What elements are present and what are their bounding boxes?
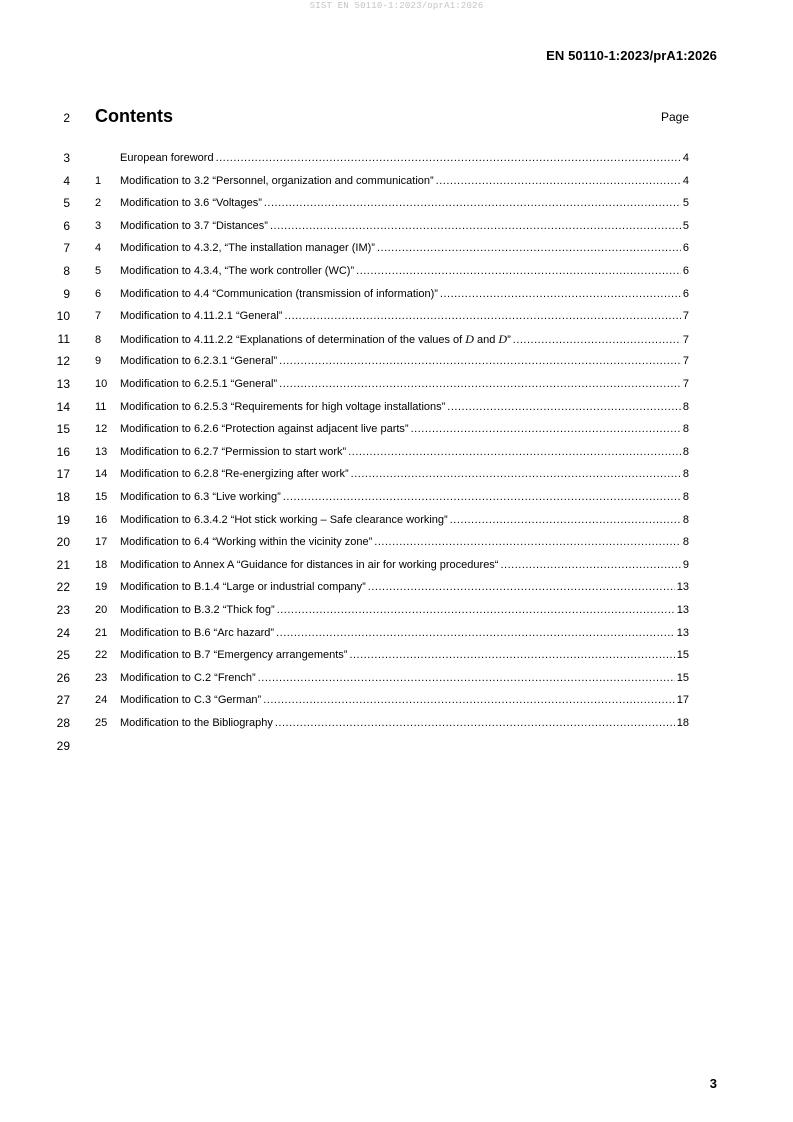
dot-leader — [263, 693, 675, 707]
line-number: 19 — [56, 512, 70, 527]
toc-entry-number: 5 — [95, 265, 102, 277]
line-number: 8 — [63, 264, 70, 278]
toc-title-text: Modification to 4.11.2.2 “Explanations of determination of the values of — [120, 333, 466, 346]
line-number: 3 — [63, 151, 70, 165]
toc-entry-number: 9 — [95, 355, 102, 368]
line-number: 27 — [56, 693, 70, 708]
toc-entry-page: 8 — [682, 468, 689, 481]
toc-entry-number: 7 — [95, 310, 102, 323]
toc-entry-title: Modification to C.3 “German” — [120, 694, 262, 707]
toc-entry[interactable] — [95, 287, 689, 301]
toc-entry[interactable] — [95, 400, 689, 414]
toc-entry-title — [120, 332, 511, 347]
toc-entry-title: Modification to 6.2.6 “Protection against adjacent live parts” — [120, 423, 409, 436]
line-number: 26 — [56, 670, 70, 685]
line-number: 16 — [56, 444, 70, 459]
line-number: 12 — [56, 354, 70, 369]
toc-entry[interactable] — [95, 626, 689, 640]
toc-entry-page: 7 — [682, 378, 689, 390]
toc-entry-number: 2 — [95, 197, 102, 210]
toc-entry-page: 4 — [682, 152, 689, 164]
toc-title-text: and — [473, 333, 499, 346]
toc-entry-title: Modification to 6.2.5.3 “Requirements for high voltage installations” — [120, 400, 446, 413]
toc-entry[interactable] — [95, 693, 689, 707]
toc-entry-page: 8 — [682, 513, 689, 526]
dot-leader — [374, 535, 681, 549]
toc-entry[interactable] — [95, 264, 689, 278]
toc-entry-page: 9 — [682, 558, 689, 571]
toc-entry-number: 11 — [95, 400, 107, 413]
toc-entry-title: Modification to 4.3.4, “The work controller (WC)” — [120, 265, 355, 277]
toc-entry-page: 7 — [682, 355, 689, 368]
toc-entry-title: Modification to 3.6 “Voltages” — [120, 197, 262, 210]
toc-entry-number: 8 — [95, 333, 102, 346]
toc-entry[interactable] — [95, 467, 689, 481]
dot-leader — [279, 354, 681, 368]
toc-entry-number: 16 — [95, 513, 108, 526]
toc-entry-page: 7 — [682, 310, 689, 323]
toc-entry-number: 24 — [95, 694, 108, 707]
line-number: 21 — [56, 557, 70, 572]
toc-entry-page: 8 — [682, 445, 689, 458]
toc-entry-page: 18 — [676, 717, 689, 729]
toc-entry[interactable] — [95, 196, 689, 210]
line-number: 4 — [63, 173, 70, 188]
toc-entry-title: Modification to 6.2.7 “Permission to start work” — [120, 445, 347, 458]
dot-leader — [264, 196, 681, 210]
line-number: 29 — [56, 738, 70, 753]
dot-leader — [216, 151, 681, 165]
dot-leader — [258, 671, 675, 685]
toc-entry-number: 18 — [95, 558, 108, 571]
line-number: 13 — [56, 377, 70, 391]
toc-entry-number: 12 — [95, 423, 108, 436]
toc-entry-number: 20 — [95, 604, 108, 616]
line-number: 23 — [56, 603, 70, 617]
document-id: EN 50110-1:2023/prA1:2026 — [546, 48, 717, 63]
toc-entry[interactable] — [95, 716, 689, 730]
line-number: 6 — [63, 218, 70, 233]
line-number: 15 — [56, 422, 70, 437]
toc-entry[interactable] — [95, 513, 689, 527]
toc-entry-number: 21 — [95, 626, 108, 639]
watermark-header: SIST EN 50110-1:2023/oprA1:2026 — [309, 1, 484, 11]
toc-entry-number: 1 — [95, 174, 102, 187]
toc-entry-title: Modification to 3.7 “Distances” — [120, 219, 268, 232]
line-number: 28 — [56, 716, 70, 730]
line-number: 20 — [56, 535, 70, 550]
toc-entry-number: 4 — [95, 242, 102, 255]
toc-entry-number: 25 — [95, 717, 108, 729]
dot-leader — [284, 309, 680, 323]
page-number: 3 — [709, 1076, 717, 1091]
toc-entry[interactable] — [95, 445, 689, 459]
line-number: 2 — [63, 111, 70, 125]
line-number: 11 — [57, 331, 70, 346]
line-number: 14 — [56, 399, 70, 414]
toc-entry-title: Modification to C.2 “French” — [120, 671, 256, 684]
dot-leader — [277, 603, 675, 617]
dot-leader — [349, 648, 674, 662]
toc-entry[interactable] — [95, 377, 689, 391]
dot-leader — [275, 716, 675, 730]
toc-entry-page: 17 — [676, 694, 689, 707]
toc-entry-number: 10 — [95, 378, 108, 390]
dot-leader — [440, 287, 681, 301]
toc-entry-page: 13 — [676, 581, 689, 594]
dot-leader — [279, 377, 681, 391]
dot-leader — [283, 490, 681, 504]
dot-leader — [450, 513, 681, 527]
toc-entry-number: 22 — [95, 649, 108, 662]
toc-entry-title: Modification to B.7 “Emergency arrangements” — [120, 649, 348, 662]
toc-entry-title: Modification to B.3.2 “Thick fog” — [120, 604, 275, 616]
toc-entry[interactable] — [95, 648, 689, 662]
toc-entry-page: 13 — [676, 604, 689, 616]
toc-entry-number: 23 — [95, 671, 108, 684]
toc-entry[interactable] — [95, 332, 689, 346]
toc-entry-title: European foreword — [120, 152, 214, 164]
toc-entry-page: 5 — [682, 197, 689, 210]
page-column-label: Page — [660, 110, 689, 124]
toc-entry-title: Modification to 3.2 “Personnel, organization and communication” — [120, 174, 434, 187]
toc-entry-title: Modification to 4.3.2, “The installation manager (IM)” — [120, 242, 375, 255]
toc-entry-number: 3 — [95, 219, 102, 232]
toc-entry[interactable] — [95, 151, 689, 165]
toc-entry-page: 13 — [676, 626, 689, 639]
toc-entry-page: 15 — [676, 649, 689, 662]
dot-leader — [368, 580, 675, 594]
dot-leader — [348, 445, 681, 459]
toc-entry-number: 13 — [95, 445, 108, 458]
toc-entry-title: Modification to 6.3.4.2 “Hot stick working – Safe clearance working” — [120, 513, 448, 526]
toc-entry-page: 4 — [682, 174, 689, 187]
toc-entry-title: Modification to 6.2.8 “Re-energizing after work” — [120, 468, 349, 481]
line-number: 25 — [56, 648, 70, 663]
toc-entry-title: Modification to Annex A “Guidance for distances in air for working procedures“ — [120, 558, 499, 571]
toc-entry-title: Modification to 6.3 “Live working” — [120, 491, 281, 503]
dot-leader — [436, 174, 681, 188]
toc-entry-number: 6 — [95, 287, 102, 300]
toc-entry-number: 17 — [95, 536, 108, 549]
line-number: 5 — [63, 196, 70, 211]
line-number: 10 — [56, 309, 70, 324]
toc-entry-number: 14 — [95, 468, 108, 481]
line-number: 9 — [63, 286, 70, 301]
toc-entry-page: 6 — [682, 287, 689, 300]
toc-entry-page: 8 — [682, 491, 689, 503]
toc-entry-title: Modification to 4.4 “Communication (transmission of information)” — [120, 287, 438, 300]
toc-title-text: ” — [507, 333, 511, 346]
toc-entry[interactable] — [95, 535, 689, 549]
dot-leader — [500, 558, 680, 572]
toc-entry[interactable] — [95, 219, 689, 233]
toc-entry-title: Modification to the Bibliography — [120, 717, 273, 729]
dot-leader — [447, 400, 681, 414]
toc-entry[interactable] — [95, 580, 689, 594]
dot-leader — [276, 626, 675, 640]
toc-entry-title: Modification to 6.2.3.1 “General” — [120, 355, 278, 368]
toc-entry-title: Modification to B.6 “Arc hazard” — [120, 626, 275, 639]
toc-entry-page: 6 — [682, 242, 689, 255]
dot-leader — [351, 467, 681, 481]
dot-leader — [356, 264, 681, 278]
toc-entry-number: 15 — [95, 491, 108, 503]
toc-entry[interactable] — [95, 603, 689, 617]
toc-entry-title: Modification to 6.2.5.1 “General” — [120, 378, 278, 390]
math-variable: D — [465, 331, 474, 346]
toc-entry[interactable] — [95, 174, 689, 188]
toc-entry-page: 8 — [682, 400, 689, 413]
toc-entry-title: Modification to 6.4 “Working within the vicinity zone” — [120, 536, 373, 549]
toc-entry-page: 15 — [676, 671, 689, 684]
math-variable: D — [498, 331, 508, 346]
toc-entry-title: Modification to 4.11.2.1 “General” — [120, 310, 283, 323]
line-number: 22 — [56, 580, 70, 595]
toc-entry-number: 19 — [95, 581, 108, 594]
contents-heading: Contents — [95, 106, 173, 126]
toc-entry[interactable] — [95, 490, 689, 504]
toc-entry-title: Modification to B.1.4 “Large or industrial company” — [120, 581, 366, 594]
toc-entry-page: 5 — [682, 219, 689, 232]
toc-entry[interactable] — [95, 241, 689, 255]
dot-leader — [377, 241, 681, 255]
toc-entry[interactable] — [95, 422, 689, 436]
toc-entry-page: 6 — [682, 265, 689, 277]
toc-entry-page: 8 — [682, 423, 689, 436]
line-number: 7 — [63, 241, 70, 256]
dot-leader — [513, 333, 681, 347]
line-number: 18 — [56, 490, 70, 504]
toc-entry[interactable] — [95, 309, 689, 323]
toc-entry[interactable] — [95, 671, 689, 685]
toc-entry[interactable] — [95, 354, 689, 368]
dot-leader — [411, 422, 681, 436]
dot-leader — [270, 219, 681, 233]
toc-entry[interactable] — [95, 558, 689, 572]
line-number: 24 — [56, 625, 70, 640]
toc-entry-page: 7 — [682, 333, 689, 346]
toc-entry-page: 8 — [682, 536, 689, 549]
line-number: 17 — [56, 467, 70, 482]
